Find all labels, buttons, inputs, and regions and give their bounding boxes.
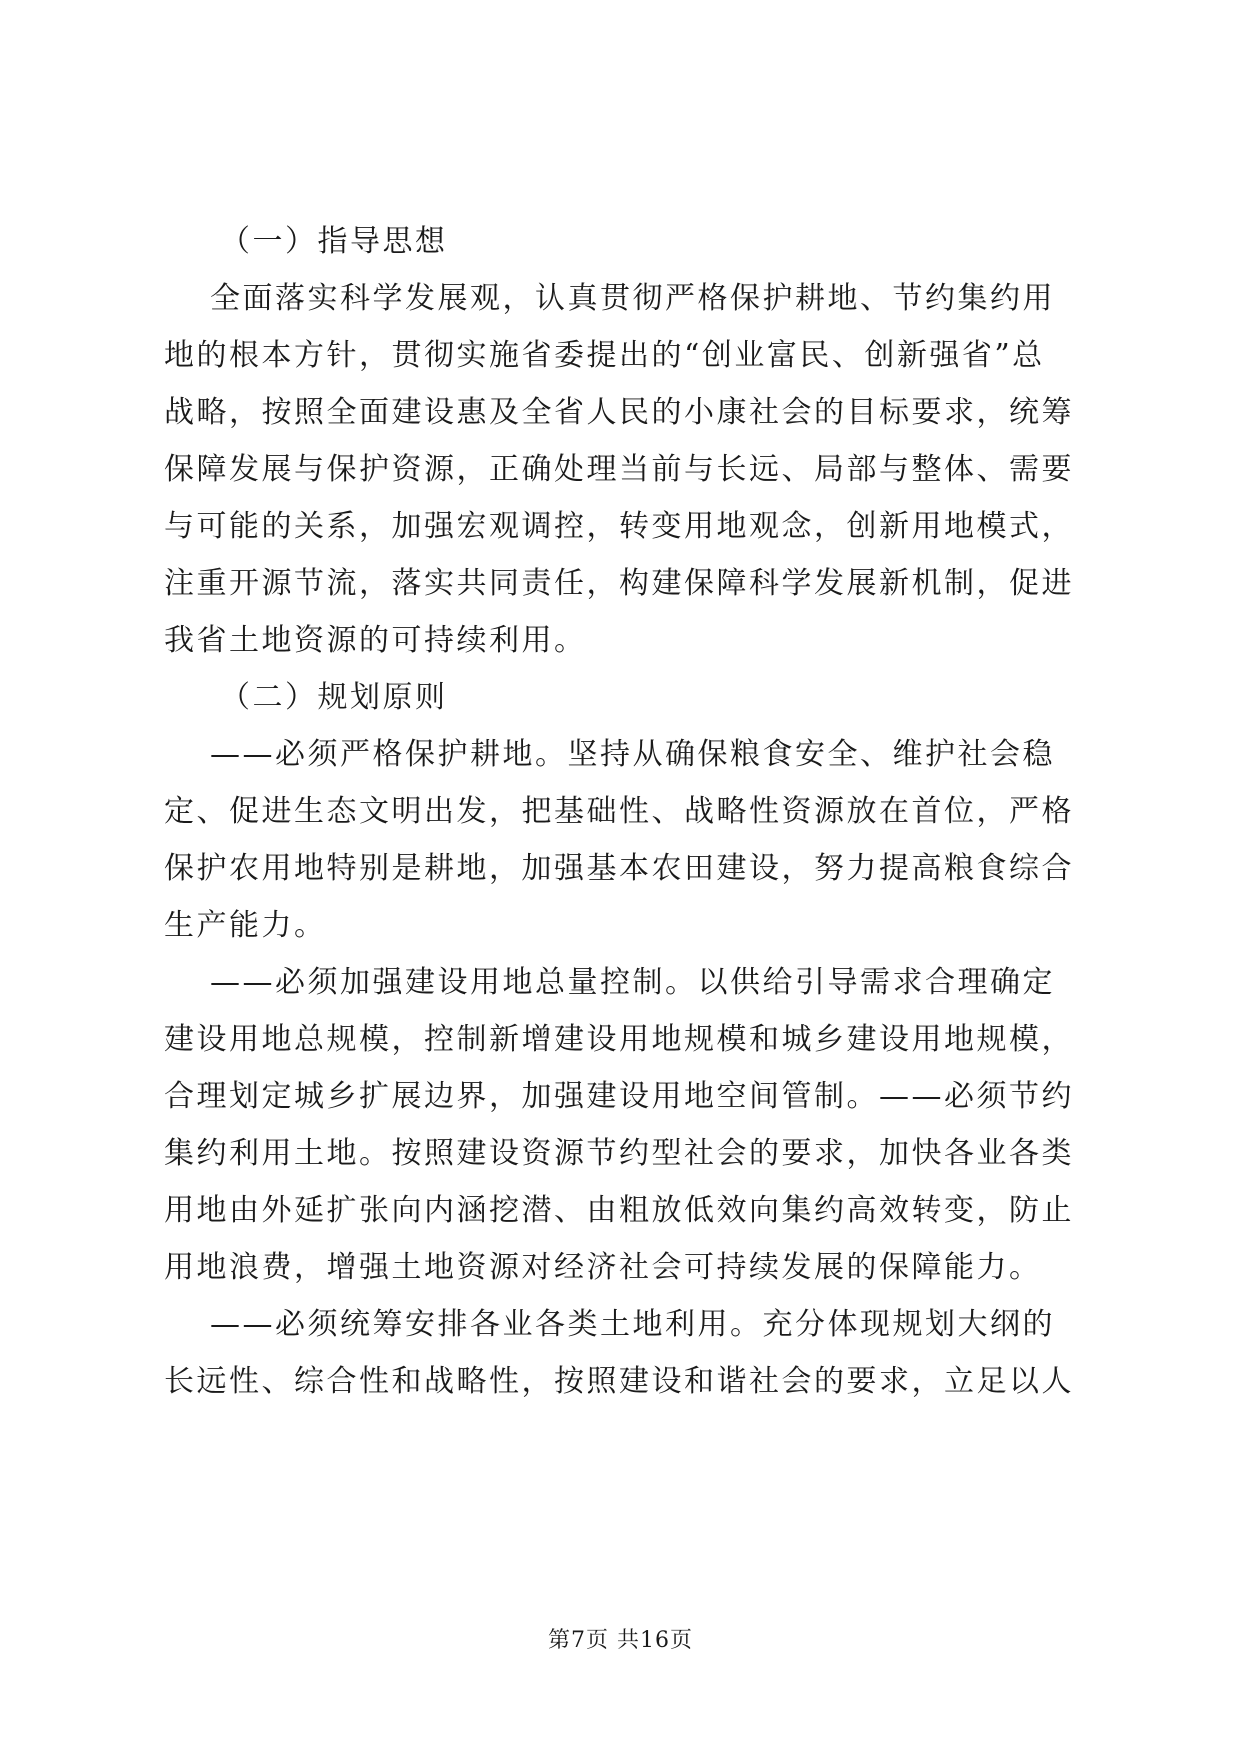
paragraph-line: 战略，按照全面建设惠及全省人民的小康社会的目标要求，统筹	[164, 395, 1074, 430]
paragraph-line: 用地由外延扩张向内涵挖潜、由粗放低效向集约高效转变，防止	[164, 1193, 1074, 1228]
paragraph-line: 保障发展与保护资源，正确处理当前与长远、局部与整体、需要	[164, 452, 1074, 487]
paragraph-line: ——必须加强建设用地总量控制。以供给引导需求合理确定	[210, 965, 1055, 1000]
section-heading-planning-principles: （二）规划原则	[220, 680, 448, 715]
paragraph-line: 生产能力。	[164, 908, 327, 943]
paragraph-line: ——必须统筹安排各业各类土地利用。充分体现规划大纲的	[210, 1307, 1055, 1342]
paragraph-line: 用地浪费，增强土地资源对经济社会可持续发展的保障能力。	[164, 1250, 1042, 1285]
paragraph-line: 地的根本方针，贯彻实施省委提出的“创业富民、创新强省”总	[164, 338, 1045, 373]
paragraph-line: 注重开源节流，落实共同责任，构建保障科学发展新机制，促进	[164, 566, 1074, 601]
paragraph-line: 建设用地总规模，控制新增建设用地规模和城乡建设用地规模，	[164, 1022, 1074, 1057]
paragraph-line: 集约利用土地。按照建设资源节约型社会的要求，加快各业各类	[164, 1136, 1074, 1171]
paragraph-line: 长远性、综合性和战略性，按照建设和谐社会的要求，立足以人	[164, 1364, 1074, 1399]
paragraph-line: 合理划定城乡扩展边界，加强建设用地空间管制。——必须节约	[164, 1079, 1074, 1114]
paragraph-line: 保护农用地特别是耕地，加强基本农田建设，努力提高粮食综合	[164, 851, 1074, 886]
paragraph-line: 定、促进生态文明出发，把基础性、战略性资源放在首位，严格	[164, 794, 1074, 829]
section-heading-guiding-ideology: （一）指导思想	[220, 224, 448, 259]
paragraph-line: ——必须严格保护耕地。坚持从确保粮食安全、维护社会稳	[210, 737, 1055, 772]
page-number-footer: 第7页 共16页	[548, 1628, 693, 1653]
paragraph-line: 我省土地资源的可持续利用。	[164, 623, 587, 658]
paragraph-line: 与可能的关系，加强宏观调控，转变用地观念，创新用地模式，	[164, 509, 1074, 544]
paragraph-line: 全面落实科学发展观，认真贯彻严格保护耕地、节约集约用	[210, 281, 1055, 316]
